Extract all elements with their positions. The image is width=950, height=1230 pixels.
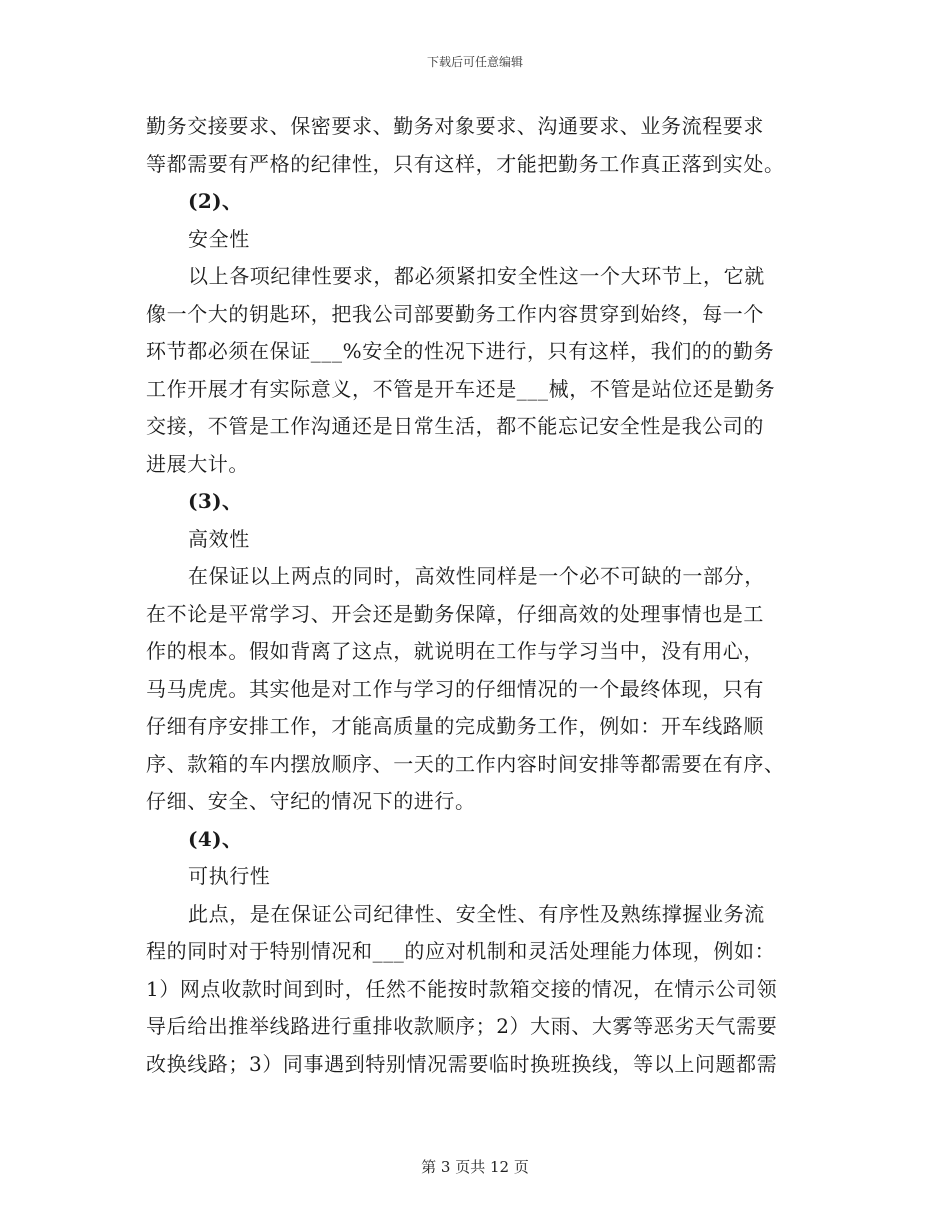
body-line: 在保证以上两点的同时，高效性同样是一个必不可缺的一部分， [188, 564, 765, 588]
document-body [146, 108, 810, 1083]
body-line: 马马虎虎。其实他是对工作与学习的仔细情况的一个最终体现，只有 [146, 676, 764, 701]
page-header: 下载后可任意编辑 [426, 55, 523, 69]
body-line: 序、款箱的车内摆放顺序、一天的工作内容时间安排等都需要在有序、 [146, 751, 785, 776]
body-line: 像一个大的钥匙环，把我公司部要勤务工作内容贯穿到始终，每一个 [146, 301, 764, 326]
body-line: 以上各项纪律性要求，都必须紧扣安全性这一个大环节上，它就 [188, 264, 765, 288]
body-line: 在不论是平常学习、开会还是勤务保障，仔细高效的处理事情也是工 [146, 601, 764, 626]
section-number-2: (2)、 [188, 189, 243, 213]
body-line: 环节都必须在保证___%安全的性况下进行，只有这样，我们的的勤务 [146, 339, 775, 363]
body-line: 仔细有序安排工作，才能高质量的完成勤务工作，例如：开车线路顺 [146, 714, 764, 738]
body-line: 交接，不管是工作沟通还是日常生活，都不能忘记安全性是我公司的 [146, 414, 764, 438]
section-number-4: (4)、 [188, 826, 243, 851]
section-number-3: (3)、 [188, 489, 243, 513]
body-line: 1）网点收款时间到时，任然不能按时款箱交接的情况，在情示公司领 [146, 976, 778, 1001]
section-title-executability: 可执行性 [188, 864, 271, 888]
body-line: 等都需要有严格的纪律性，只有这样，才能把勤务工作真正落到实处。 [146, 151, 785, 176]
section-title-efficiency: 高效性 [188, 526, 250, 551]
body-line: 导后给出推举线路进行重排收款顺序；2）大雨、大雾等恶劣天气需要 [146, 1014, 778, 1038]
body-line: 工作开展才有实际意义，不管是开车还是___械，不管是站位还是勤务 [146, 376, 776, 401]
body-line: 作的根本。假如背离了这点，就说明在工作与学习当中，没有用心， [146, 639, 764, 663]
body-line: 改换线路；3）同事遇到特别情况需要临时换班换线，等以上问题都需 [146, 1051, 778, 1076]
body-line: 此点，是在保证公司纪律性、安全性、有序性及熟练撑握业务流 [188, 901, 765, 926]
body-line: 仔细、安全、守纪的情况下的进行。 [146, 789, 476, 813]
page-footer: 第 3 页共 12 页 [421, 1158, 529, 1176]
body-line: 程的同时对于特别情况和___的应对机制和灵活处理能力体现，例如： [146, 939, 776, 963]
body-line: 勤务交接要求、保密要求、勤务对象要求、沟通要求、业务流程要求 [146, 114, 764, 138]
body-line: 进展大计。 [146, 451, 249, 476]
section-title-safety: 安全性 [188, 226, 250, 251]
